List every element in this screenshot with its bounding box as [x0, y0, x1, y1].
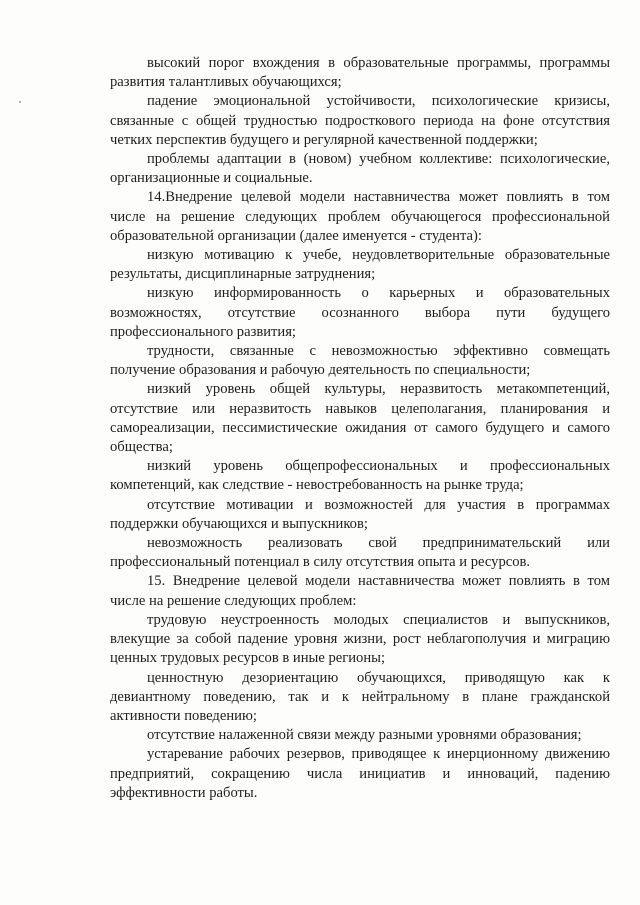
paragraph: падение эмоциональной устойчивости, психологические кризисы, связанные с общей трудностью подросткового периода на фоне отсутствия четких перспектив будущего и регулярной качественной поддержки;: [110, 93, 610, 148]
paragraph: низкую информированность о карьерных и образовательных возможностях, отсутствие осознанного выбора пути будущего профессионального развития;: [110, 285, 610, 340]
paragraph: низкий уровень общепрофессиональных и профессиональных компетенций, как следствие - невостребованность на рынке труда;: [110, 458, 610, 494]
paragraph: низкий уровень общей культуры, неразвитость метакомпетенций, отсутствие или неразвитость навыков целеполагания, планирования и самореализации, пессимистические ожидания от самого будущего и самого общества;: [110, 381, 610, 456]
scan-speck: [19, 101, 21, 103]
paragraph: 15. Внедрение целевой модели наставничества может повлиять в том числе на решение следующих проблем:: [110, 573, 610, 609]
paragraph: 14.Внедрение целевой модели наставничества может повлиять в том числе на решение следующих проблем обучающегося профессиональной образовательной организации (далее именуется - студента):: [110, 189, 610, 244]
paragraph: отсутствие налаженной связи между разными уровнями образования;: [147, 727, 582, 744]
paragraph: невозможность реализовать свой предпринимательский или профессиональный потенциал в силу отсутствия опыта и ресурсов.: [110, 535, 610, 571]
document-body: [110, 54, 610, 803]
paragraph: устаревание рабочих резервов, приводящее к инерционному движению предприятий, сокращению числа инициатив и инноваций, падению эффективности работы.: [110, 746, 610, 801]
paragraph: высокий порог вхождения в образовательные программы, программы развития талантливых обучающихся;: [110, 55, 610, 91]
paragraph: ценностную дезориентацию обучающихся, приводящую как к девиантному поведению, так и к нейтральному в плане гражданской активности поведению;: [110, 669, 610, 724]
paragraph: трудовую неустроенность молодых специалистов и выпускников, влекущие за собой падение уровня жизни, рост неблагополучия и миграцию ценных трудовых ресурсов в иные регионы;: [110, 611, 610, 667]
paragraph: низкую мотивацию к учебе, неудовлетворительные образовательные результаты, дисциплинарные затруднения;: [110, 247, 610, 283]
paragraph: проблемы адаптации в (новом) учебном коллективе: психологические, организационные и социальные.: [110, 151, 610, 187]
paragraph: отсутствие мотивации и возможностей для участия в программах поддержки обучающихся и выпускников;: [110, 496, 610, 532]
paragraph: трудности, связанные с невозможностью эффективно совмещать получение образования и рабочую деятельность по специальности;: [110, 343, 610, 379]
